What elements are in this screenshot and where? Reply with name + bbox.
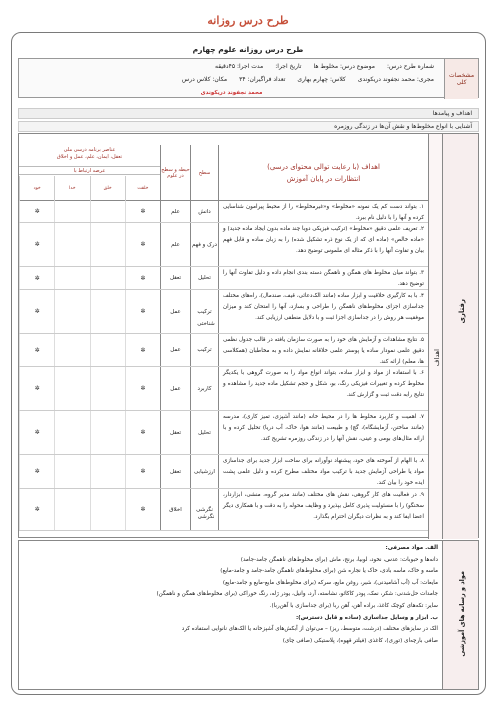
materials-side-col [442,541,478,689]
general-goal-text: آشنایی با انواع مخلوط‌ها و نقش آن‌ها در زندگی روزمره [334,123,472,130]
curriculum-head-3: عرصه ارتباط با [19,166,160,175]
materials-line: ماسه و خاک، ماسه بادی، خاک یا نجاره شن (برای مخلوط‌های ناهمگن جامد-جامد و جامد-مایع) [220,568,438,575]
goal-text: ۵. نتایج مشاهدات و آزمایش های خود را به صورت سازمان یافته در قالب جدول نظمی دقیق علمی نمودار ساده یا پوستر علمی خلاقانه نمایش داده و به مخاطبان (همکلاسی ها، معلم) ارائه کند. [218,334,428,366]
goal-domain: تعقل [160,455,190,488]
goal-domain: علم [160,223,190,266]
goals-title-bar [18,108,479,119]
materials-line: الک در سایزهای مختلف (درشت، متوسط، ریز) – می‌توان از آبکش‌های آشپزخانه یا الک‌های نانوایی استفاده کرد [181,626,438,633]
goal-mark: ✲ [19,411,54,454]
goal-mark [54,489,89,530]
page-subtitle: طرح درس روزانه علوم چهارم [192,45,304,54]
goal-text: ۱. بتواند دست کم یک نمونه «مخلوط» و«غیرمخلوط» را از محیط پیرامون شناسایی کرده و آنها را با دلیل نام ببرد. [218,201,428,222]
goals-title: اهداف و پیامدها [432,110,472,117]
goal-text: ۹. در فعالیت های کار گروهی، نقش های مختلف (مانند مدیر گروه، منشی، ابزاردار، سخنگو) را با مسئولیت پذیری کامل بپذیرد و وظایف محوله را به دقت و با همکاری دیگر اعضا ایفا کند و به نظرات دیگران احترام بگذارد. [218,489,428,530]
page-header-title: طرح درس روزانه [207,14,289,27]
behavioral-label: رفتاری [458,299,466,324]
goal-row [19,489,428,531]
goal-level: تحلیل [190,411,218,454]
goal-mark: ✲ [125,223,160,266]
goals-section-label: اهداف [433,349,441,367]
goal-mark: ✲ [125,455,160,488]
goal-mark [54,201,89,222]
goal-level: دانش [190,201,218,222]
curriculum-col: خلقت [125,176,160,201]
goal-text: ۳. بتواند میان مخلوط های همگن و ناهمگن دسته بندی انجام داده و دلیل تفاوت آنها را توضیح دهد. [218,267,428,289]
cognitive-label: شناختی [197,321,215,327]
lesson-date: تاریخ اجرا: [275,63,302,70]
goal-row [19,411,428,455]
goal-row [19,223,428,267]
goal-marks [19,367,160,410]
goal-mark: ✲ [125,290,160,333]
goal-marks [19,334,160,366]
learner-count: تعداد فراگیران: ۳۴ [239,76,286,83]
goal-marks [19,201,160,222]
goal-domain: عمل [160,290,190,333]
info-side-label: مشخصات کلی [444,59,478,99]
materials-side-label: مواد و رسانه های آموزشی [458,571,466,657]
materials-line: صافی بارچه‌ای (توری)، کاغذی (فیلتر قهوه)، پلاستیکی (صافی چای) [282,637,438,644]
goals-column-header [218,145,428,201]
goal-text: ۴. با به کارگیری خلاقیت و ابزار ساده (مانند الک‌دعائی، قیف، صندمال)، راه‌های مختلف جداسازی اجزای مخلوط‌های ناهمگن را طراحی و بسازد، آنها را امتحان کند و میزان موفقیت هر روش را در جداسازی اجزا ثبت و با دلایل منطقی ارزیابی کند. [218,290,428,333]
goal-domain: تعقل [160,267,190,289]
goal-mark: ✲ [19,367,54,410]
goal-mark [54,367,89,410]
curriculum-col: خود [19,176,54,201]
goals-table [18,133,479,538]
materials-head-b: ب. ابزار و وسایل جداسازی (ساده و قابل دسترس): [295,614,438,621]
goal-row [19,267,428,290]
curriculum-head-1: عناصر برنامه درسی ملی [63,147,116,153]
materials-head-a: الف. مواد مصرفی: [385,545,438,551]
goal-mark [90,290,125,333]
lesson-number: شماره طرح درس: [386,63,434,70]
lesson-topic: موضوع درس: مخلوط ها [313,63,375,70]
goal-mark [90,411,125,454]
goal-text: ۶. با استفاده از مواد و ابزار ساده، بتواند انواع مواد را به صورت گروهی با یکدیگر مخلوط کرده و تغییرات فیزیکی رنگ، بو، شکل و حجم تشکیل ماده جدید را مشاهده و نتایج رابه دقت ثبت و گزارش کند. [218,367,428,410]
goal-mark [90,223,125,266]
goal-domain: اخلاق [160,489,190,530]
goal-mark [90,267,125,289]
materials-body [23,543,438,647]
general-goal-bar [18,121,479,132]
goal-marks [19,267,160,289]
goal-marks [19,455,160,488]
goal-marks [19,489,160,530]
materials-line: جامدات حل‌شدنی: شکر، نمک، پودر کاکائو، نشاسته، آرد، وانیل، یودر ژله، رنگ خوراکی (برای مخلوط‌های همگن و ناهمگن) [156,591,438,598]
goal-text: ۸. با الهام از آموخته های خود، پیشنهاد نوآورانه برای ساخت ابزار جدید برای جداسازی مواد یا طراحی آزمایش جدید با ترکیب مواد مختلف مطرح کرده و دلیل علمی پشت ایده خود را بیان کند. [218,455,428,488]
materials-section [18,540,479,690]
goal-mark: ✲ [125,411,160,454]
goal-text: ۷. اهمیت و کاربرد مخلوط ها را در محیط خانه (مانند آشپزی، تمیز کاری)، مدرسه (مانند ساختن، آزمایشگاه)، گچ) و طبیعت (مانند هوا، خاک، آب دریا) تحلیل کرده و با ارائه مثال‌های بومی و عینی، نقش آنها را در زندگی روزمره تشریح کند. [218,411,428,454]
goal-level: درک و فهم [190,223,218,266]
goal-mark: ✲ [19,267,54,289]
goal-row [19,367,428,411]
goal-mark [54,455,89,488]
goal-marks [19,290,160,333]
goal-mark [90,367,125,410]
goal-mark [54,334,89,366]
info-row-2 [23,73,440,86]
goal-domain: تعقل [160,411,190,454]
goal-mark: ✲ [125,367,160,410]
author-banner: محمد نجفوند دریکوندی [200,89,263,96]
materials-line: مایعات: آب (آب آشامیدنی)، شیر، روغن مایع، سرکه (برای مخلوط‌های مایع-مایع و جامد-مایع) [222,579,438,586]
class-name: کلاس: چهارم بهاری [297,76,346,83]
goal-domain: عمل [160,334,190,366]
goal-mark [90,201,125,222]
curriculum-col: خلق [90,176,125,201]
affective-label: نگرشی [197,514,215,520]
goal-marks [19,223,160,266]
goal-row [19,334,428,367]
materials-line: دانه‌ها و حبوبات: عدس، نخود، لوبیا، برنج، ماش (برای مخلوط‌های ناهمگن جامد-جامد) [240,556,438,563]
materials-line: سایر: تکه‌های کوچک کاغذ، براده آهن، آهن ربا (برای جداسازی با آهن‌ربا). [269,602,438,609]
goal-mark [54,290,89,333]
goal-row [19,455,428,489]
curriculum-column-header [19,145,160,201]
goal-level: تحلیل [190,267,218,289]
goal-mark: ✲ [19,223,54,266]
goal-mark: ✲ [19,334,54,366]
goal-mark: ✲ [125,489,160,530]
goal-mark: ✲ [125,201,160,222]
goal-mark [54,267,89,289]
goals-section-col [428,134,442,539]
goal-mark [54,411,89,454]
behavioral-side-col [442,134,478,539]
info-block [18,58,479,98]
goal-text: ۲. تعریف علمی دقیق «مخلوط» (ترکیب فیزیکی دوبا چند ماده بدون ایجاد ماده جدید) و «ماده خالص» (ماده ای که از یک نوع ذره تشکیل شده) را به زبان ساده و قابل فهم بیان و تفاوت آنها را با ذکر مثاله ای ملموس توضیح دهد. [218,223,428,266]
goal-mark: ✲ [125,334,160,366]
goals-head-line-2: انتظارات در پایان آموزش [286,174,361,183]
goals-head-line-1: اهداف (با رعایت توالی محتوای درسی) [267,162,380,171]
goal-level: ترکیب [190,334,218,366]
level-column-header: سطح [190,145,218,201]
goal-row [19,290,428,334]
goal-mark [90,334,125,366]
goal-mark: ✲ [19,455,54,488]
goal-mark: ✲ [19,489,54,530]
goal-mark: ✲ [125,267,160,289]
goal-mark: ✲ [19,201,54,222]
goal-level: ارزشیابی [190,455,218,488]
curriculum-head-2: تعقل، ایمان، علم، عمل و اخلاق [56,154,123,160]
teacher-name: مجری: محمد نجفوند دریکوندی [357,76,434,83]
goal-mark [54,223,89,266]
goal-level: نگرشی [190,489,218,530]
goal-mark [90,489,125,530]
lesson-duration: مدت اجرا: ۴۵دقیقه [214,63,264,70]
goal-domain: علم [160,201,190,222]
goal-row [19,201,428,223]
domain-column-header: حیطه و سطح در علوم [160,145,190,201]
goal-mark: ✲ [19,290,54,333]
goal-domain: عمل [160,367,190,410]
goal-level: ترکیب [190,290,218,333]
goal-marks [19,411,160,454]
lesson-place: مکان: کلاس درس [181,76,228,83]
goal-level: کاربرد [190,367,218,410]
info-row-1 [23,60,440,73]
goal-mark [90,455,125,488]
curriculum-col: خدا [54,176,89,201]
curriculum-cols [19,176,160,201]
